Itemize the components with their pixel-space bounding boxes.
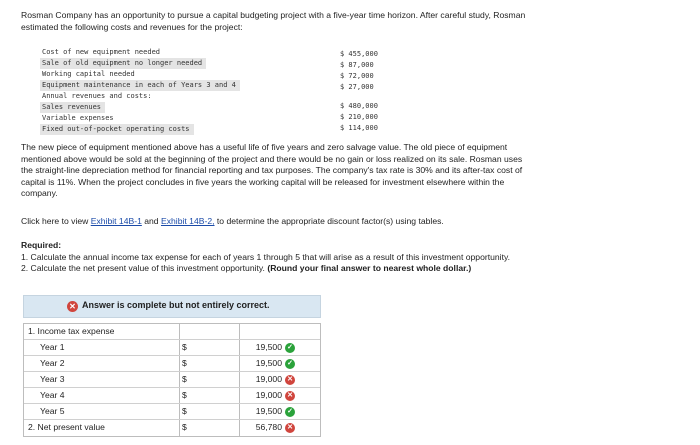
currency-year-1: $ [182, 342, 187, 352]
cost-value-1: $ 87,000 [340, 61, 374, 69]
answer-table [23, 323, 321, 437]
exhibit-suffix: to determine the appropriate discount factor(s) using tables. [214, 216, 444, 226]
tax-input-year-5[interactable]: 19,500 [255, 406, 282, 416]
intro-line-2: estimated the following costs and revenues for the project: [21, 21, 243, 32]
cost-label-0: Cost of new equipment needed [42, 48, 161, 56]
cost-value-3: $ 27,000 [340, 83, 374, 91]
row-label-year-1: Year 1 [40, 342, 65, 352]
currency-year-4: $ [182, 390, 187, 400]
exhibit-middle: and [141, 216, 161, 226]
description-line-2: mentioned above would be sold at the beginning of the project and there would be no gain or loss realized on its sale. Rosman uses [21, 153, 523, 164]
required-section [21, 240, 691, 275]
required-item-2 [21, 263, 691, 275]
cost-label-7: Fixed out-of-pocket operating costs [40, 124, 194, 135]
description-line-5: company. [21, 188, 58, 199]
cost-value-6: $ 210,000 [340, 113, 378, 121]
tax-input-year-4[interactable]: 19,000 [255, 390, 282, 400]
intro-text [21, 10, 691, 33]
required-item-2-text: 2. Calculate the net present value of this investment opportunity. [21, 263, 268, 274]
currency-year-3: $ [182, 374, 187, 384]
intro-line-1: Rosman Company has an opportunity to pursue a capital budgeting project with a five-year time horizon. After careful study, Rosman [21, 10, 526, 20]
cost-label-1: Sale of old equipment no longer needed [40, 58, 206, 69]
row-label-year-3: Year 3 [40, 374, 65, 384]
required-item-2-rounding: (Round your final answer to nearest whole dollar.) [267, 263, 472, 274]
npv-input[interactable]: 56,780 [255, 422, 282, 432]
x-circle-icon: ✕ [285, 423, 295, 433]
answer-status-text: Answer is complete but not entirely correct. [82, 300, 270, 310]
cost-label-2: Working capital needed [42, 70, 135, 78]
cost-label-6: Variable expenses [42, 114, 114, 122]
row-label-year-4: Year 4 [40, 390, 65, 400]
income-tax-heading: 1. Income tax expense [28, 326, 115, 336]
description-line-3: the straight-line depreciation method for financial reporting and tax purposes. The company's tax rate is 30% and its after-tax cost of [21, 165, 523, 176]
exhibit-prefix: Click here to view [21, 216, 91, 226]
cost-value-5: $ 480,000 [340, 102, 378, 110]
description-line-1: The new piece of equipment mentioned above has a useful life of five years and zero salvage value. The old piece of equipment [21, 142, 508, 152]
tax-input-year-1[interactable]: 19,500 [255, 342, 282, 352]
currency-year-5: $ [182, 406, 187, 416]
required-item-1: 1. Calculate the annual income tax expense for each of years 1 through 5 that will arise as a result of this investment opportunity. [21, 251, 510, 262]
x-circle-icon: ✕ [285, 375, 295, 385]
description-text [21, 142, 691, 200]
npv-label: 2. Net present value [28, 422, 105, 432]
cost-value-0: $ 455,000 [340, 50, 378, 58]
cost-label-3: Equipment maintenance in each of Years 3 and 4 [40, 80, 240, 91]
currency-year-2: $ [182, 358, 187, 368]
exhibit-14b-1-link[interactable]: Exhibit 14B-1 [90, 216, 142, 226]
cost-label-5: Sales revenues [40, 102, 105, 113]
tax-input-year-2[interactable]: 19,500 [255, 358, 282, 368]
currency-npv: $ [182, 422, 187, 432]
check-icon: ✓ [285, 407, 295, 417]
x-circle-icon: ✕ [67, 301, 78, 312]
check-icon: ✓ [285, 359, 295, 369]
cost-label-4: Annual revenues and costs: [42, 92, 152, 100]
answer-status-banner [23, 295, 321, 318]
row-label-year-5: Year 5 [40, 406, 65, 416]
cost-value-2: $ 72,000 [340, 72, 374, 80]
required-heading: Required: [21, 240, 62, 250]
cost-value-7: $ 114,000 [340, 124, 378, 132]
tax-input-year-3[interactable]: 19,000 [255, 374, 282, 384]
description-line-4: capital is 11%. When the project concludes in five years the working capital will be released for investment elsewhere within the [21, 176, 505, 187]
exhibit-instruction [21, 216, 444, 226]
row-label-year-2: Year 2 [40, 358, 65, 368]
x-circle-icon: ✕ [285, 391, 295, 401]
check-icon: ✓ [285, 343, 295, 353]
exhibit-14b-2-link[interactable]: Exhibit 14B-2, [160, 216, 215, 226]
